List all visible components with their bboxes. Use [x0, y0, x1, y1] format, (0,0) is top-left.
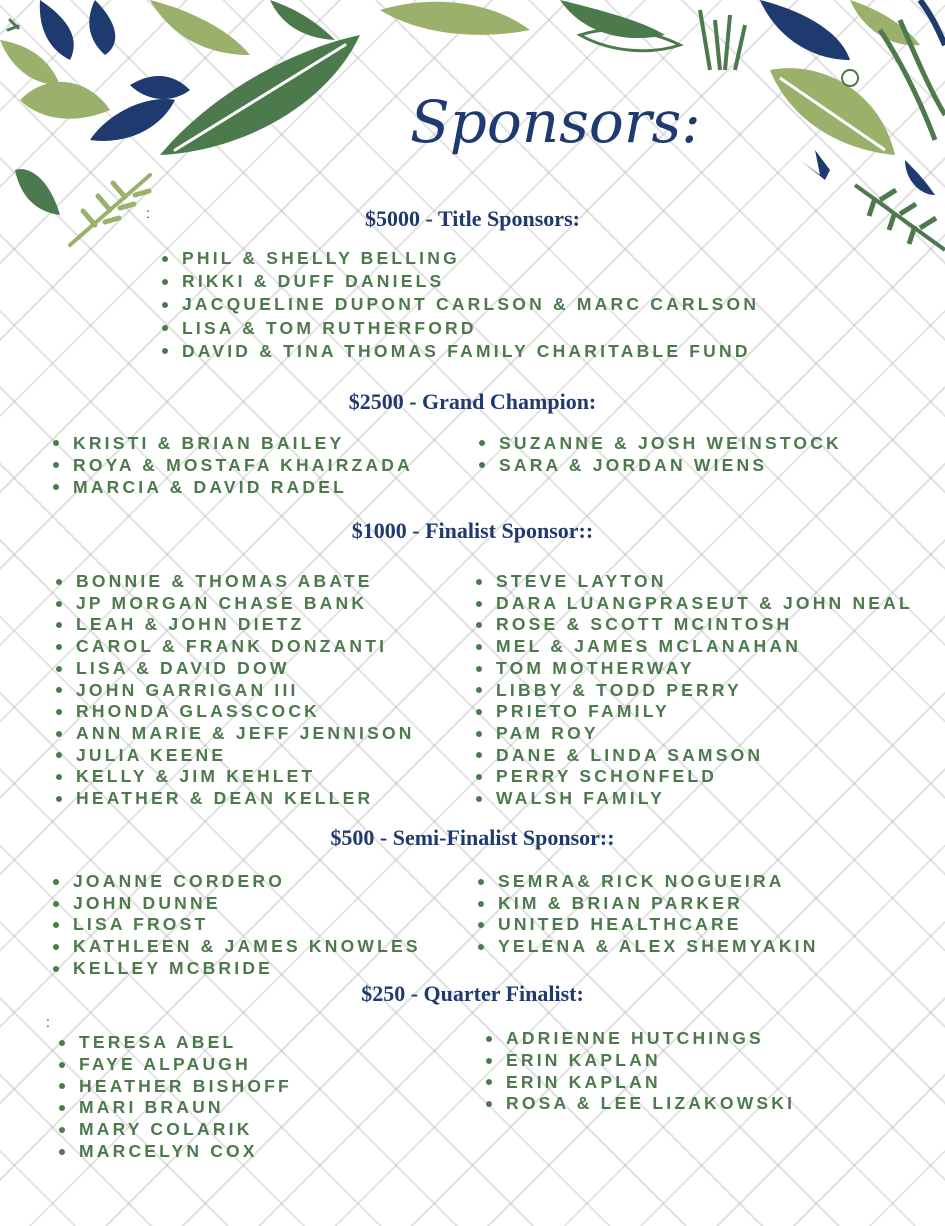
list-item: LISA & DAVID DOW: [50, 658, 415, 680]
list-item: STEVE LAYTON: [470, 571, 913, 593]
stray-colon: :: [146, 205, 150, 221]
title-sponsors-list: [156, 247, 759, 363]
list-item: MARCIA & DAVID RADEL: [47, 476, 413, 498]
list-item: JOHN GARRIGAN III: [50, 680, 415, 702]
list-item: KELLEY MCBRIDE: [47, 958, 421, 980]
list-item: CAROL & FRANK DONZANTI: [50, 636, 415, 658]
list-item: KIM & BRIAN PARKER: [472, 893, 819, 915]
list-item: PAM ROY: [470, 723, 913, 745]
stray-colon: :: [46, 1014, 50, 1030]
section-heading-quarter-finalist: $250 - Quarter Finalist:: [361, 981, 584, 1006]
list-item: LISA & TOM RUTHERFORD: [156, 317, 759, 340]
list-item: LIBBY & TODD PERRY: [470, 680, 913, 702]
list-item: BONNIE & THOMAS ABATE: [50, 571, 415, 593]
list-item: HEATHER & DEAN KELLER: [50, 788, 415, 810]
page-title: Sponsors:: [410, 88, 701, 156]
quarter-finalist-list-right: [480, 1028, 795, 1115]
list-item: ERIN KAPLAN: [480, 1050, 795, 1072]
list-item: SARA & JORDAN WIENS: [473, 454, 842, 476]
grand-champion-list-right: [473, 432, 842, 476]
finalist-list-right: [470, 571, 913, 810]
grand-champion-list-left: [47, 432, 413, 498]
section-heading-finalist: $1000 - Finalist Sponsor::: [351, 518, 594, 543]
list-item: YELENA & ALEX SHEMYAKIN: [472, 936, 819, 958]
list-item: TOM MOTHERWAY: [470, 658, 913, 680]
list-item: KELLY & JIM KEHLET: [50, 766, 415, 788]
list-item: RIKKI & DUFF DANIELS: [156, 270, 759, 293]
list-item: ADRIENNE HUTCHINGS: [480, 1028, 795, 1050]
list-item: ROSA & LEE LIZAKOWSKI: [480, 1093, 795, 1115]
list-item: LISA FROST: [47, 914, 421, 936]
list-item: RHONDA GLASSCOCK: [50, 701, 415, 723]
list-item: DAVID & TINA THOMAS FAMILY CHARITABLE FUND: [156, 340, 759, 363]
semi-finalist-list-left: [47, 871, 421, 980]
list-item: ROSE & SCOTT MCINTOSH: [470, 614, 913, 636]
list-item: MARY COLARIK: [53, 1119, 292, 1141]
section-heading-title-sponsors: $5000 - Title Sponsors:: [365, 206, 580, 231]
list-item: MEL & JAMES MCLANAHAN: [470, 636, 913, 658]
list-item: WALSH FAMILY: [470, 788, 913, 810]
list-item: KRISTI & BRIAN BAILEY: [47, 432, 413, 454]
list-item: JULIA KEENE: [50, 745, 415, 767]
list-item: PRIETO FAMILY: [470, 701, 913, 723]
list-item: JACQUELINE DUPONT CARLSON & MARC CARLSON: [156, 293, 759, 316]
list-item: DARA LUANGPRASEUT & JOHN NEAL: [470, 593, 913, 615]
semi-finalist-list-right: [472, 871, 819, 958]
list-item: MARI BRAUN: [53, 1097, 292, 1119]
list-item: ANN MARIE & JEFF JENNISON: [50, 723, 415, 745]
list-item: SUZANNE & JOSH WEINSTOCK: [473, 432, 842, 454]
list-item: UNITED HEALTHCARE: [472, 914, 819, 936]
quarter-finalist-list-left: [53, 1032, 292, 1163]
list-item: JP MORGAN CHASE BANK: [50, 593, 415, 615]
list-item: PHIL & SHELLY BELLING: [156, 247, 759, 270]
section-heading-semi-finalist: $500 - Semi-Finalist Sponsor::: [330, 825, 615, 850]
list-item: JOANNE CORDERO: [47, 871, 421, 893]
list-item: JOHN DUNNE: [47, 893, 421, 915]
section-heading-grand-champion: $2500 - Grand Champion:: [348, 389, 597, 414]
list-item: PERRY SCHONFELD: [470, 766, 913, 788]
list-item: KATHLEEN & JAMES KNOWLES: [47, 936, 421, 958]
list-item: HEATHER BISHOFF: [53, 1076, 292, 1098]
finalist-list-left: [50, 571, 415, 810]
list-item: ERIN KAPLAN: [480, 1072, 795, 1094]
list-item: LEAH & JOHN DIETZ: [50, 614, 415, 636]
list-item: MARCELYN COX: [53, 1141, 292, 1163]
list-item: TERESA ABEL: [53, 1032, 292, 1054]
list-item: FAYE ALPAUGH: [53, 1054, 292, 1076]
list-item: SEMRA& RICK NOGUEIRA: [472, 871, 819, 893]
list-item: ROYA & MOSTAFA KHAIRZADA: [47, 454, 413, 476]
list-item: DANE & LINDA SAMSON: [470, 745, 913, 767]
